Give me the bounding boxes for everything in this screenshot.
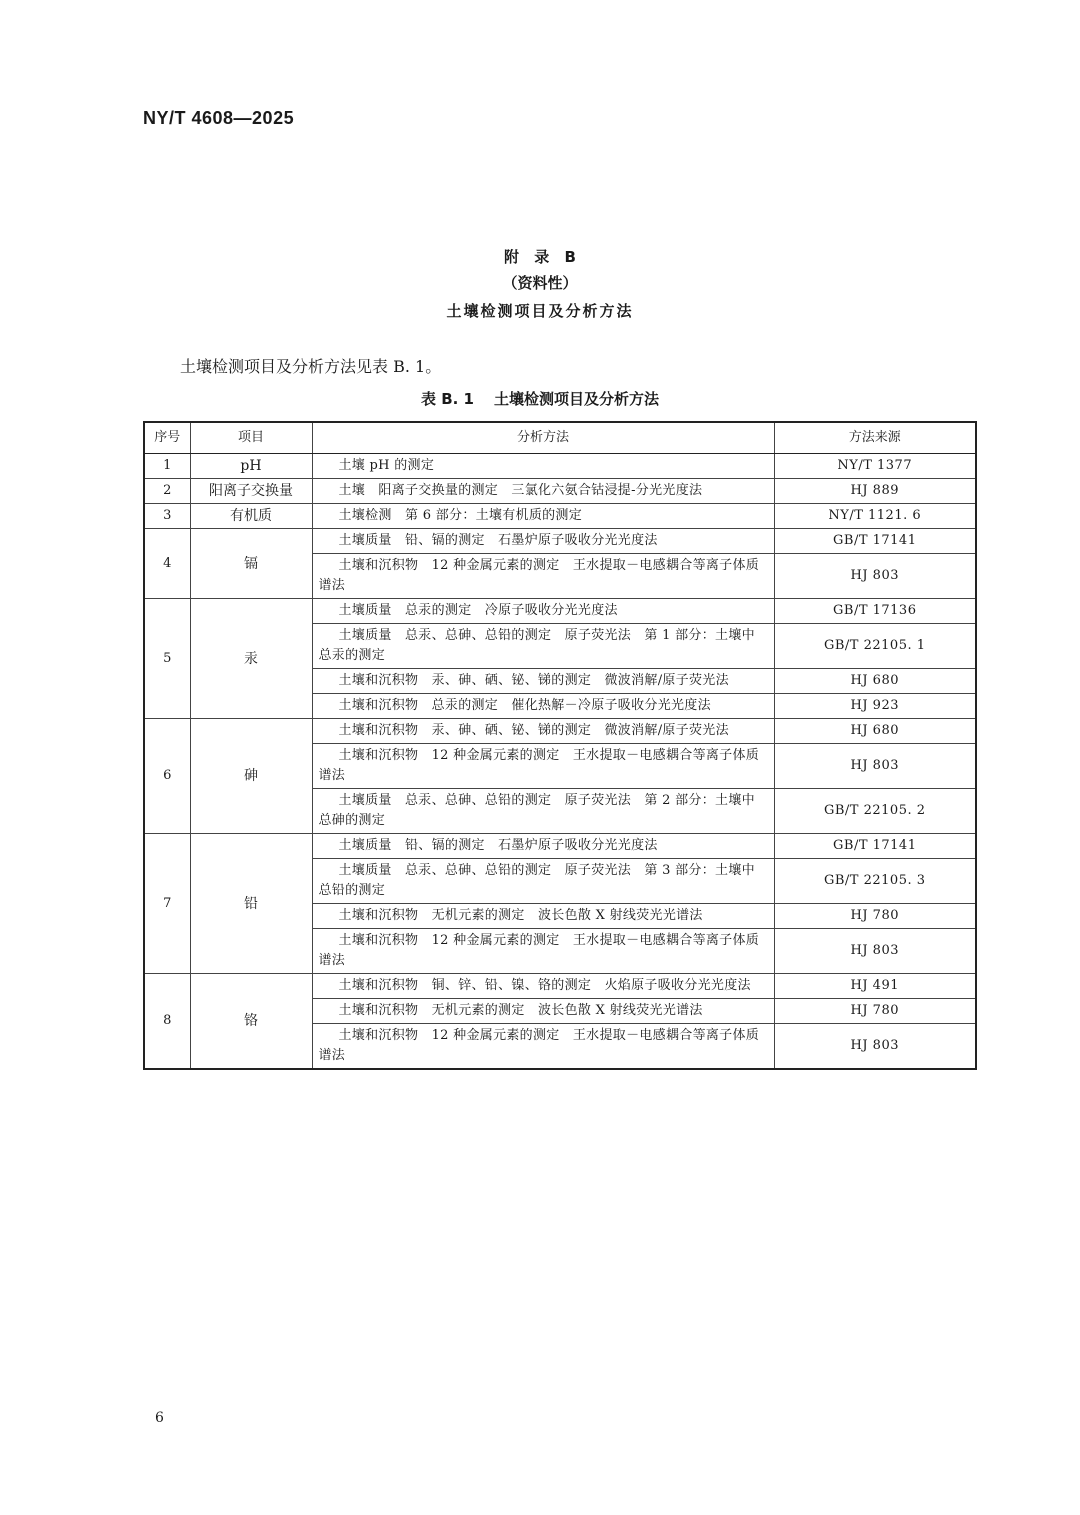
cell-source: HJ 780 <box>774 904 976 929</box>
header-item: 项目 <box>190 422 312 454</box>
cell-method: 土壤质量 总汞、总砷、总铅的测定 原子荧光法 第 1 部分：土壤中总汞的测定 <box>312 624 774 669</box>
table-row <box>144 834 976 859</box>
cell-no: 2 <box>144 479 190 504</box>
cell-source: HJ 803 <box>774 744 976 789</box>
cell-method: 土壤 阳离子交换量的测定 三氯化六氨合钴浸提-分光光度法 <box>312 479 774 504</box>
table-caption <box>0 388 1080 409</box>
cell-item: 砷 <box>190 719 312 834</box>
cell-source: HJ 680 <box>774 669 976 694</box>
cell-method: 土壤和沉积物 总汞的测定 催化热解－冷原子吸收分光光度法 <box>312 694 774 719</box>
cell-source: HJ 803 <box>774 929 976 974</box>
cell-no: 5 <box>144 599 190 719</box>
methods-table <box>143 421 977 1070</box>
cell-method: 土壤和沉积物 汞、砷、硒、铋、锑的测定 微波消解/原子荧光法 <box>312 719 774 744</box>
cell-source: GB/T 17136 <box>774 599 976 624</box>
cell-item: 阳离子交换量 <box>190 479 312 504</box>
page-number: 6 <box>155 1410 164 1426</box>
cell-no: 1 <box>144 454 190 479</box>
table-row <box>144 479 976 504</box>
cell-source: GB/T 22105. 1 <box>774 624 976 669</box>
cell-method: 土壤和沉积物 汞、砷、硒、铋、锑的测定 微波消解/原子荧光法 <box>312 669 774 694</box>
cell-method: 土壤和沉积物 12 种金属元素的测定 王水提取－电感耦合等离子体质谱法 <box>312 744 774 789</box>
cell-method: 土壤和沉积物 铜、锌、铅、镍、铬的测定 火焰原子吸收分光光度法 <box>312 974 774 999</box>
cell-method: 土壤和沉积物 12 种金属元素的测定 王水提取－电感耦合等离子体质谱法 <box>312 554 774 599</box>
table-row <box>144 599 976 624</box>
cell-method: 土壤 pH 的测定 <box>312 454 774 479</box>
table-row <box>144 529 976 554</box>
cell-source: HJ 923 <box>774 694 976 719</box>
cell-source: NY/T 1377 <box>774 454 976 479</box>
cell-item: 有机质 <box>190 504 312 529</box>
header-source: 方法来源 <box>774 422 976 454</box>
cell-method: 土壤和沉积物 无机元素的测定 波长色散 X 射线荧光光谱法 <box>312 904 774 929</box>
cell-method: 土壤质量 铅、镉的测定 石墨炉原子吸收分光光度法 <box>312 529 774 554</box>
header-method: 分析方法 <box>312 422 774 454</box>
cell-item: 铬 <box>190 974 312 1070</box>
standard-code: NY/T 4608—2025 <box>143 108 295 128</box>
cell-method: 土壤检测 第 6 部分：土壤有机质的测定 <box>312 504 774 529</box>
cell-method: 土壤和沉积物 无机元素的测定 波长色散 X 射线荧光光谱法 <box>312 999 774 1024</box>
cell-method: 土壤质量 总汞、总砷、总铅的测定 原子荧光法 第 2 部分：土壤中总砷的测定 <box>312 789 774 834</box>
cell-source: GB/T 22105. 2 <box>774 789 976 834</box>
table-caption-text: 土壤检测项目及分析方法 <box>494 390 660 408</box>
table-row <box>144 719 976 744</box>
cell-source: GB/T 17141 <box>774 834 976 859</box>
cell-no: 6 <box>144 719 190 834</box>
cell-method: 土壤和沉积物 12 种金属元素的测定 王水提取－电感耦合等离子体质谱法 <box>312 1024 774 1070</box>
cell-no: 7 <box>144 834 190 974</box>
table-row <box>144 504 976 529</box>
table-row <box>144 974 976 999</box>
table-header-row <box>144 422 976 454</box>
cell-item: pH <box>190 454 312 479</box>
cell-no: 3 <box>144 504 190 529</box>
table-caption-label: 表 B. 1 <box>420 390 474 408</box>
cell-source: HJ 803 <box>774 1024 976 1070</box>
appendix-title: 附 录 B <box>504 248 576 266</box>
cell-source: GB/T 17141 <box>774 529 976 554</box>
cell-source: HJ 680 <box>774 719 976 744</box>
cell-item: 铅 <box>190 834 312 974</box>
cell-source: HJ 803 <box>774 554 976 599</box>
cell-item: 汞 <box>190 599 312 719</box>
cell-method: 土壤质量 总汞的测定 冷原子吸收分光光度法 <box>312 599 774 624</box>
cell-source: HJ 889 <box>774 479 976 504</box>
appendix-subject: 土壤检测项目及分析方法 <box>446 302 634 320</box>
cell-method: 土壤质量 铅、镉的测定 石墨炉原子吸收分光光度法 <box>312 834 774 859</box>
cell-no: 4 <box>144 529 190 599</box>
intro-paragraph: 土壤检测项目及分析方法见表 B. 1。 <box>180 357 442 376</box>
header-no: 序号 <box>144 422 190 454</box>
cell-source: GB/T 22105. 3 <box>774 859 976 904</box>
table-body <box>144 454 976 1070</box>
table-row <box>144 454 976 479</box>
appendix-nature: （资料性） <box>502 274 578 292</box>
cell-source: NY/T 1121. 6 <box>774 504 976 529</box>
cell-method: 土壤质量 总汞、总砷、总铅的测定 原子荧光法 第 3 部分：土壤中总铅的测定 <box>312 859 774 904</box>
cell-source: HJ 780 <box>774 999 976 1024</box>
cell-item: 镉 <box>190 529 312 599</box>
cell-method: 土壤和沉积物 12 种金属元素的测定 王水提取－电感耦合等离子体质谱法 <box>312 929 774 974</box>
cell-no: 8 <box>144 974 190 1070</box>
cell-source: HJ 491 <box>774 974 976 999</box>
